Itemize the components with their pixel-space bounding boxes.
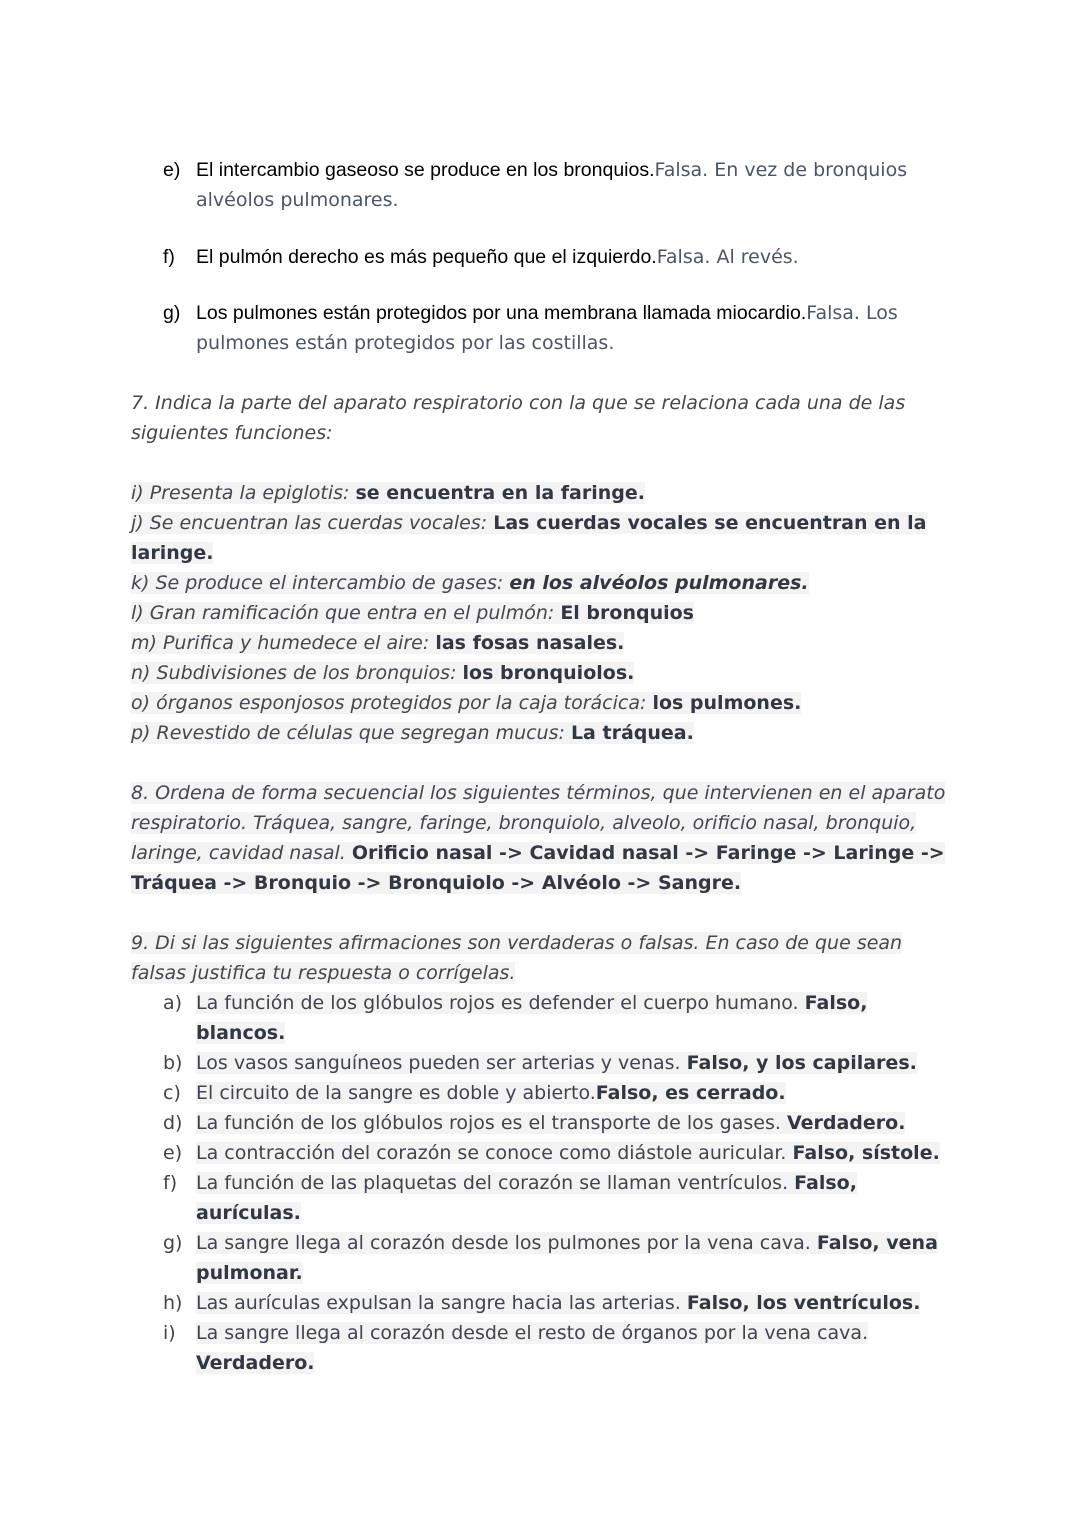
- prompt-text: m) Purifica y humedece el aire:: [131, 632, 436, 654]
- prompt-text: n) Subdivisiones de los bronquios:: [131, 662, 463, 684]
- list-marker: i): [163, 1322, 176, 1344]
- prompt-text: k) Se produce el intercambio de gases:: [131, 572, 510, 594]
- list-item: [196, 1168, 857, 1198]
- statement-text: El pulmón derecho es más pequeño que el izquierdo.: [196, 246, 657, 268]
- list-item: [131, 508, 927, 538]
- prompt-text: l) Gran ramificación que entra en el pulmón:: [131, 602, 561, 624]
- prompt-text: j) Se encuentran las cuerdas vocales:: [131, 512, 494, 534]
- question-text: 8. Ordena de forma secuencial los siguientes términos, que intervienen en el aparato: [131, 782, 946, 804]
- question-title: [131, 388, 905, 418]
- list-marker: h): [163, 1292, 183, 1314]
- answer-text: las fosas nasales.: [435, 632, 625, 654]
- list-item: [196, 1138, 940, 1168]
- answer-text: Falso, vena: [816, 1232, 938, 1254]
- answer-text: Falsa. En vez de bronquios: [654, 159, 908, 181]
- prompt-text: o) órganos esponjosos protegidos por la caja torácica:: [131, 692, 653, 714]
- answer-text: blancos.: [196, 1022, 286, 1044]
- list-item-continuation: [196, 1018, 285, 1048]
- statement-text: Los pulmones están protegidos por una membrana llamada miocardio.: [196, 302, 807, 324]
- list-item: [131, 658, 634, 688]
- list-item-continuation: [196, 185, 399, 215]
- answer-text: Verdadero.: [786, 1112, 906, 1134]
- statement-text: La contracción del corazón se conoce como diástole auricular.: [196, 1142, 793, 1164]
- list-item: [196, 1078, 786, 1108]
- list-item: [131, 478, 645, 508]
- list-item: [196, 1108, 905, 1138]
- answer-text: Falso, los ventrículos.: [686, 1292, 921, 1314]
- list-item-continuation: [196, 1258, 303, 1288]
- prompt-text: p) Revestido de células que segregan mucus:: [131, 722, 571, 744]
- list-marker: g): [163, 302, 181, 324]
- answer-text: Falsa. Al revés.: [656, 246, 799, 268]
- list-item: [196, 1048, 917, 1078]
- answer-text: Falso, es cerrado.: [595, 1082, 786, 1104]
- question-title-continuation: [131, 958, 515, 988]
- answer-text: pulmonar.: [196, 1262, 303, 1284]
- question-title-continuation: [131, 418, 333, 448]
- question-text: siguientes funciones:: [131, 422, 333, 444]
- question-text: laringe, cavidad nasal.: [131, 842, 352, 864]
- list-item: [196, 1318, 868, 1348]
- statement-text: El circuito de la sangre es doble y abierto.: [196, 1082, 596, 1104]
- list-item: [196, 988, 867, 1018]
- answer-text: Falsa. Los: [806, 302, 898, 324]
- answer-text: los pulmones.: [652, 692, 802, 714]
- question-title: [131, 928, 902, 958]
- answer-text: Las cuerdas vocales se encuentran en la: [493, 512, 927, 534]
- list-item: [131, 718, 694, 748]
- list-item-continuation: [196, 1348, 314, 1378]
- list-marker: c): [163, 1082, 181, 1104]
- answer-text: se encuentra en la faringe.: [355, 482, 645, 504]
- list-marker: e): [163, 159, 181, 181]
- list-marker: f): [163, 246, 175, 268]
- question-text: 7. Indica la parte del aparato respiratorio con la que se relaciona cada una de las: [131, 392, 906, 414]
- question-text: respiratorio. Tráquea, sangre, faringe, bronquiolo, alveolo, orificio nasal, bronquio,: [131, 812, 917, 834]
- list-item: [196, 1228, 938, 1258]
- list-item: [131, 568, 809, 598]
- statement-text: Los vasos sanguíneos pueden ser arterias y venas.: [196, 1052, 687, 1074]
- list-marker: a): [163, 992, 183, 1014]
- answer-text: alvéolos pulmonares.: [196, 189, 399, 211]
- answer-text: Falso,: [794, 1172, 857, 1194]
- prompt-text: i) Presenta la epiglotis:: [131, 482, 356, 504]
- answer-text: los bronquiolos.: [462, 662, 635, 684]
- statement-text: Las aurículas expulsan la sangre hacia las arterias.: [196, 1292, 687, 1314]
- answer-text: Falso, sístole.: [792, 1142, 940, 1164]
- statement-text: La sangre llega al corazón desde los pulmones por la vena cava.: [196, 1232, 817, 1254]
- list-marker: e): [163, 1142, 183, 1164]
- answer-text: Falso, y los capilares.: [686, 1052, 917, 1074]
- question-title-continuation: [131, 838, 945, 868]
- list-item: [196, 1288, 920, 1318]
- answer-text: pulmones están protegidos por las costillas.: [196, 332, 615, 354]
- list-marker: f): [163, 1172, 178, 1194]
- question-text: falsas justifica tu respuesta o corrígelas.: [131, 962, 516, 984]
- answer-text: en los alvéolos pulmonares.: [509, 572, 809, 594]
- list-item-continuation: [196, 328, 614, 358]
- statement-text: La función de los glóbulos rojos es el transporte de los gases.: [196, 1112, 787, 1134]
- answer-text: aurículas.: [196, 1202, 301, 1224]
- list-item-continuation: [196, 1198, 301, 1228]
- list-item: [131, 628, 624, 658]
- list-item: [196, 242, 799, 272]
- answer-continuation: [131, 868, 741, 898]
- question-title-continuation: [131, 808, 916, 838]
- answer-text: Falso,: [804, 992, 868, 1014]
- statement-text: La sangre llega al corazón desde el resto de órganos por la vena cava.: [196, 1322, 869, 1344]
- answer-text: Verdadero.: [196, 1352, 315, 1374]
- answer-text: Orificio nasal -> Cavidad nasal -> Faringe -> Laringe ->: [351, 842, 945, 864]
- list-marker: d): [163, 1112, 183, 1134]
- list-item: [131, 688, 801, 718]
- list-item: [196, 298, 898, 328]
- answer-text: La tráquea.: [570, 722, 694, 744]
- statement-text: El intercambio gaseoso se produce en los bronquios.: [196, 159, 655, 181]
- list-marker: g): [163, 1232, 183, 1254]
- question-text: 9. Di si las siguientes afirmaciones son verdaderas o falsas. En caso de que sean: [131, 932, 903, 954]
- list-item: [131, 598, 694, 628]
- list-item-continuation: [131, 538, 213, 568]
- statement-text: La función de las plaquetas del corazón se llaman ventrículos.: [196, 1172, 795, 1194]
- answer-text: laringe.: [131, 542, 214, 564]
- answer-text: Tráquea -> Bronquio -> Bronquiolo -> Alvéolo -> Sangre.: [131, 872, 742, 894]
- list-marker: b): [163, 1052, 183, 1074]
- question-title: [131, 778, 945, 808]
- list-item: [196, 155, 907, 185]
- statement-text: La función de los glóbulos rojos es defender el cuerpo humano.: [196, 992, 805, 1014]
- answer-text: El bronquios: [560, 602, 694, 624]
